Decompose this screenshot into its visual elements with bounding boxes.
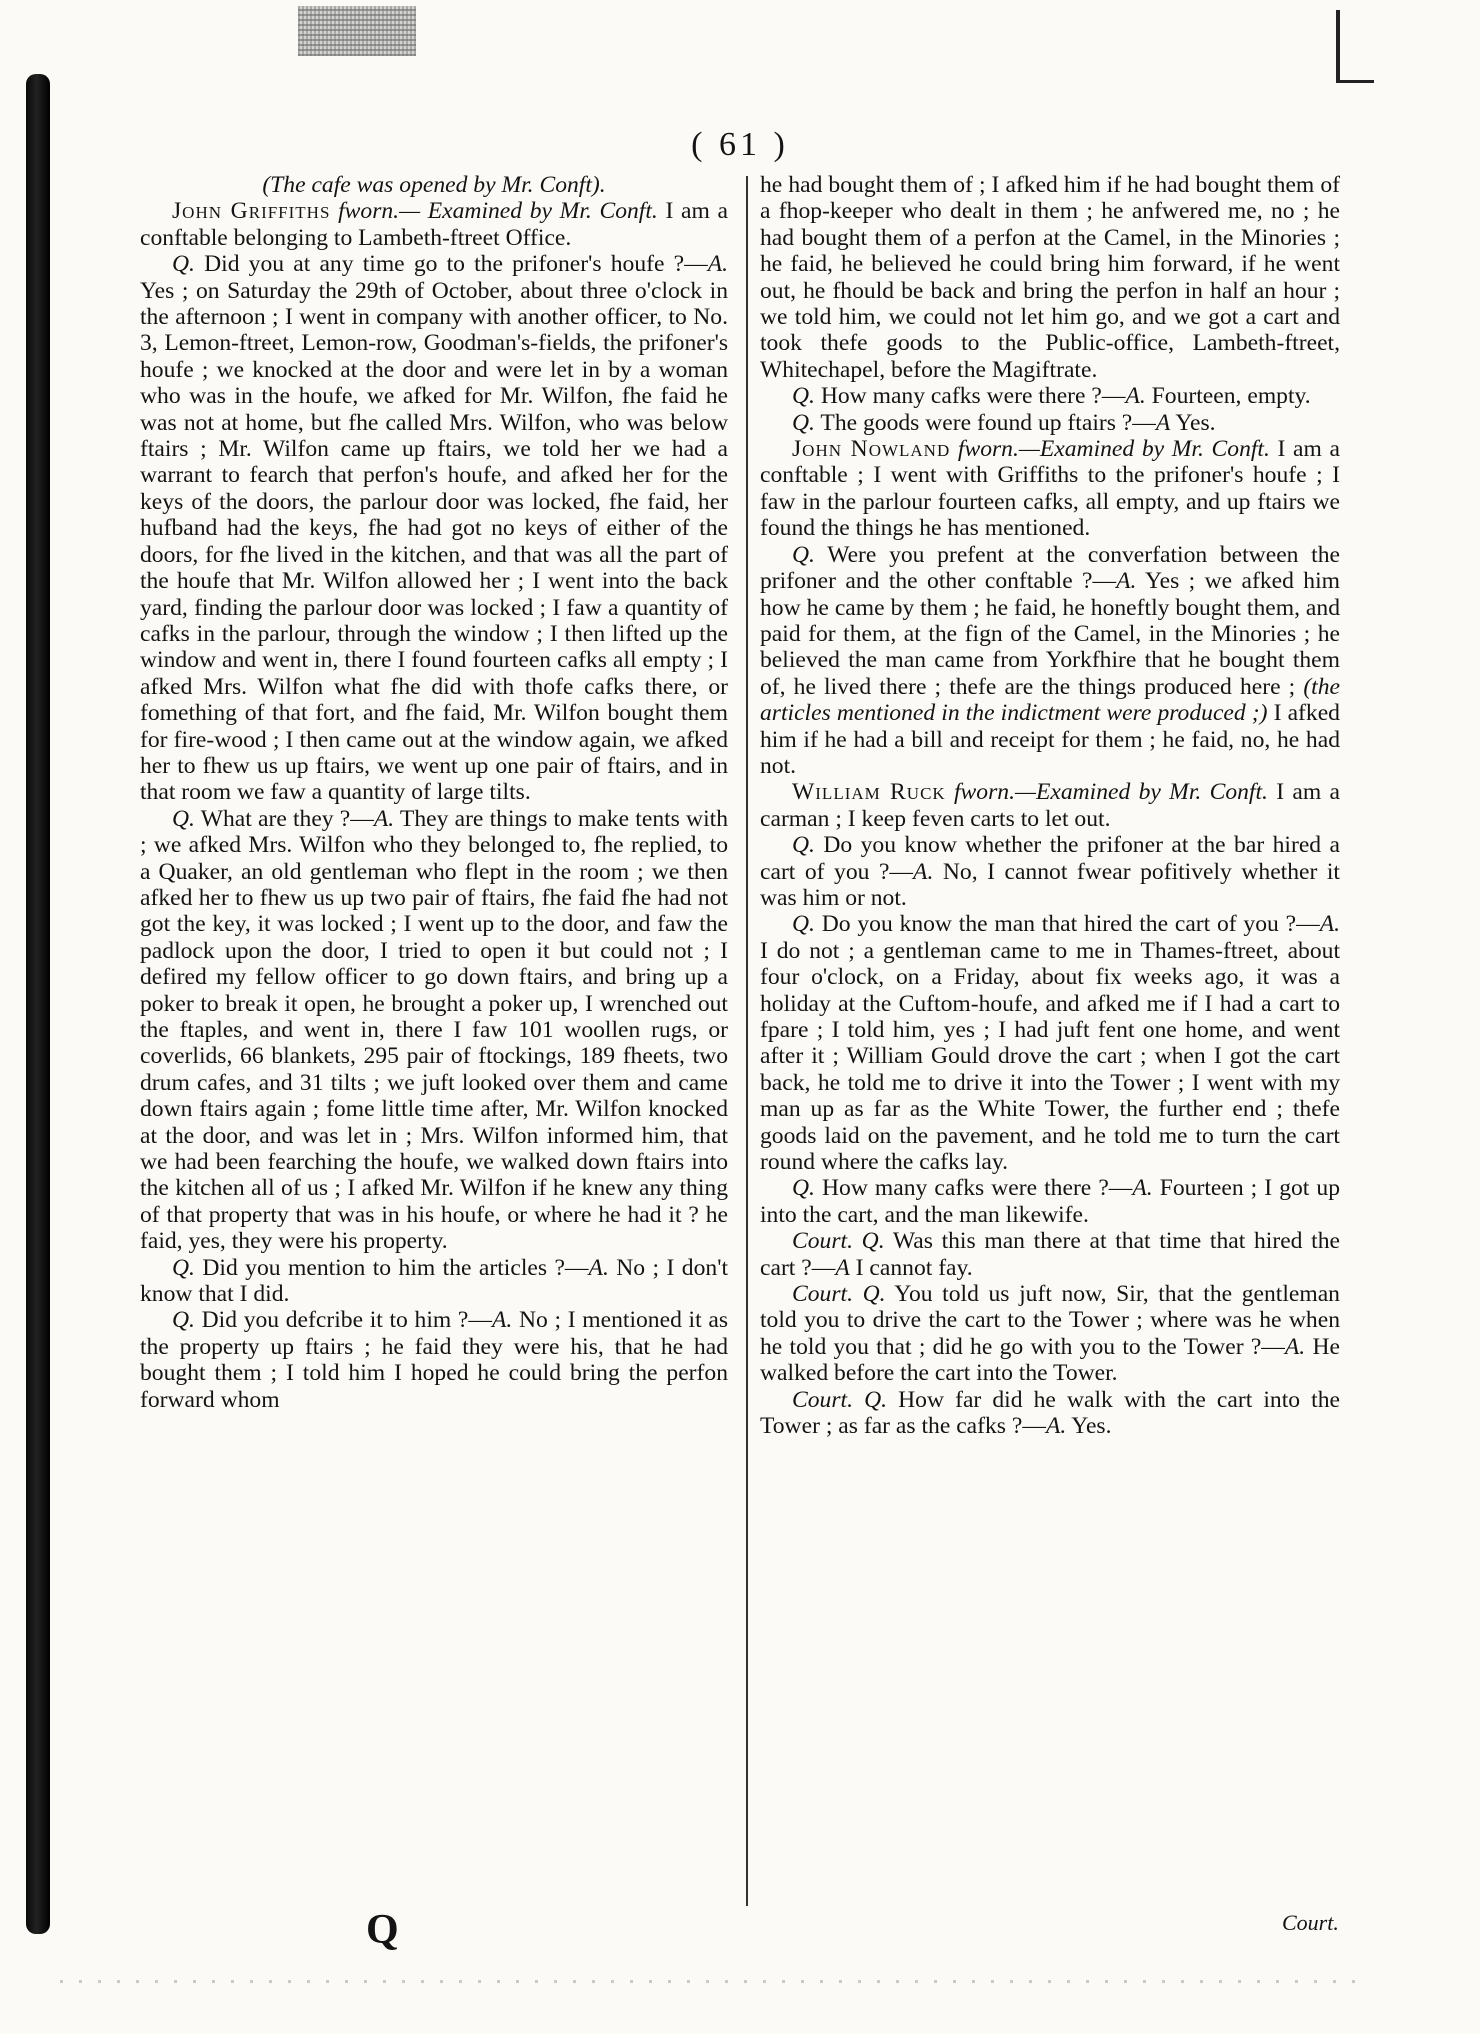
paragraph: Q. Did you mention to him the articles ?—A. No ; I don't know that I did. (140, 1254, 728, 1308)
left-text-column (140, 172, 728, 1413)
paragraph: Court. Q. Was this man there at that time that hired the cart ?—A I cannot fay. (760, 1228, 1340, 1281)
paragraph: he had bought them of ; I afked him if he had bought them of a fhop-keeper who dealt in them ; he anfwered me, no ; he had bought them of a perfon at the Camel, in the Minories ; he faid, he believed he could bring him forward, if he went out, he fhould be back and bring the perfon in half an hour ; we told him, we could not let him go, and we got a cart and took thefe goods to the Public-office, Lambeth-ftreet, Whitechapel, before the Magiftrate. (760, 172, 1340, 383)
column-divider (746, 176, 748, 1906)
paragraph: William Ruck fworn.—Examined by Mr. Conft. I am a carman ; I keep feven carts to let out. (760, 779, 1340, 832)
paragraph: John Griffiths fworn.— Examined by Mr. Conft. I am a conftable belonging to Lambeth-ftreet Office. (140, 198, 729, 251)
paragraph: Q. Do you know the man that hired the cart of you ?—A. I do not ; a gentleman came to me in Thames-ftreet, about four o'clock, on a Friday, about fix weeks ago, it was a holiday at the Cuftom-houfe, and afked me if I had a cart to fpare ; I told him, yes ; I had juft fent one home, and went after it ; William Gould drove the cart ; when I got the cart back, he told me to drive it into the Tower ; I went with my man up as far as the White Tower, the further end ; thefe goods laid on the pavement, and he told me to turn the cart round where the cafks lay. (760, 911, 1340, 1176)
right-text-column (760, 172, 1340, 1440)
paragraph: Court. Q. How far did he walk with the cart into the Tower ; as far as the cafks ?—A. Yes. (760, 1386, 1340, 1440)
paragraph: John Nowland fworn.—Examined by Mr. Conft. I am a conftable ; I went with Griffiths to the prifoner's houfe ; I faw in the parlour fourteen cafks, all empty, and up ftairs we found the things he has mentioned. (760, 436, 1340, 542)
signature-mark: Q (366, 1907, 399, 1953)
paragraph: Q. What are they ?—A. They are things to make tents with ; we afked Mrs. Wilfon who they belonged to, fhe replied, to a Quaker, an old gentleman who flept in the room ; we then afked her to fhew us up two pair of ftairs, fhe faid fhe had not got the key, it was locked ; I went up to the door, and faw the padlock upon the door, I tried to open it but could not ; I defired my fellow officer to go down ftairs, and bring up a poker to break it open, he brought a poker up, I wrenched out the ftaples, and went in, there I faw 101 woollen rugs, or coverlids, 66 blankets, 295 pair of ftockings, 189 fheets, two drum cafes, and 31 tilts ; we juft looked over them and came down ftairs again ; fome little time after, Mr. Wilfon knocked at the door, and was let in ; Mrs. Wilfon informed him, that we had been fearching the houfe, we walked down ftairs into the kitchen all of us ; I afked Mr. Wilfon if he knew any thing of that property that was in his houfe, or where he had it ? he faid, yes, they were his property. (140, 805, 728, 1255)
page-number: ( 61 ) (691, 126, 789, 163)
paragraph: Q. Did you at any time go to the prifoner's houfe ?—A. Yes ; on Saturday the 29th of October, about three o'clock in the afternoon ; I went in company with another officer, to No. 3, Lemon-ftreet, Lemon-row, Goodman's-fields, the prifoner's houfe ; we knocked at the door and were let in by a woman who was in the houfe, we afked for Mr. Wilfon, fhe faid he was not at home, but fhe called Mrs. Wilfon, who was below ftairs ; Mr. Wilfon came up ftairs, we told her we had a warrant to fearch that perfon's houfe, and afked her for the keys of the doors, the parlour door was locked, fhe faid, her hufband had the keys, fhe had got no keys of either of the doors, for fhe lived in the kitchen, and that was all the part of the houfe that Mr. Wilfon allowed her ; I went into the back yard, finding the parlour door was locked ; I faw a quantity of cafks in the parlour, through the window ; I then lifted up the window and went in, there I found fourteen cafks all empty ; I afked Mrs. Wilfon what fhe did with thofe cafks there, or fomething of that fort, and fhe faid, Mr. Wilfon bought them for fire-wood ; I then came out at the window again, we afked her to fhew us up ftairs, we went up one pair of ftairs, and in that room we faw a quantity of large tilts. (140, 251, 728, 806)
paragraph: Q. The goods were found up ftairs ?—A Yes. (792, 409, 1216, 436)
catchword: Court. (1282, 1910, 1339, 1935)
paragraph: Q. Do you know whether the prifoner at the bar hired a cart of you ?—A. No, I cannot fwear pofitively whether it was him or not. (760, 832, 1340, 911)
paragraph: Court. Q. You told us juft now, Sir, that the gentleman told you to drive the cart to the Tower ; where was he when he told you that ; did he go with you to the Tower ?—A. He walked before the cart into the Tower. (760, 1281, 1340, 1387)
library-stamp (298, 6, 416, 56)
paragraph: (The cafe was opened by Mr. Conft). (262, 172, 606, 198)
binding-spine-shadow (26, 74, 50, 1934)
paragraph: Q. Were you prefent at the converfation between the prifoner and the other conftable ?—A. Yes ; we afked him how he came by them ; he faid, he honeftly bought them, and paid for them, at the fign of the Camel, in the Minories ; he believed the man came from Yorkfhire that he bought them of, he lived there ; thefe are the things produced here ; (the articles mentioned in the indictment were produced ;) I afked him if he had a bill and receipt for them ; he faid, no, he had not. (760, 541, 1340, 779)
paragraph: Q. Did you defcribe it to him ?—A. No ; I mentioned it as the property up ftairs ; he faid they were his, that he had bought them ; I told him I hoped he could bring the perfon forward whom (140, 1307, 728, 1413)
corner-mark (1336, 10, 1374, 83)
paragraph: Q. How many cafks were there ?—A. Fourteen, empty. (792, 383, 1311, 410)
page-edge-speckle (60, 1980, 1360, 1983)
paragraph: Q. How many cafks were there ?—A. Fourteen ; I got up into the cart, and the man likewife. (760, 1175, 1340, 1228)
